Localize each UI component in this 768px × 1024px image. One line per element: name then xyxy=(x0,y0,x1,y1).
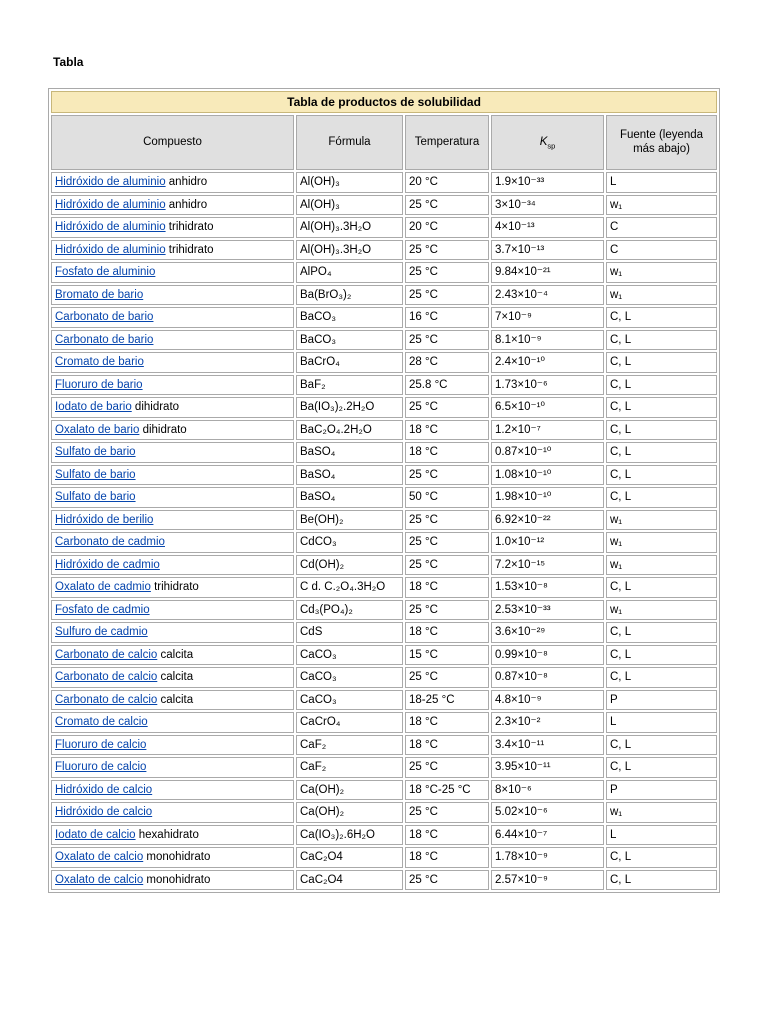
cell-compound xyxy=(51,375,294,396)
cell-temperature: 25 °C xyxy=(405,397,489,418)
cell-formula: BaSO₄ xyxy=(296,442,403,463)
table-row xyxy=(51,465,717,486)
cell-temperature: 18 °C xyxy=(405,442,489,463)
header-compound: Compuesto xyxy=(51,115,294,170)
cell-formula: Ba(IO₃)₂.2H₂O xyxy=(296,397,403,418)
table-body xyxy=(51,172,717,890)
cell-temperature: 20 °C xyxy=(405,172,489,193)
cell-source: C, L xyxy=(606,870,717,891)
cell-temperature: 20 °C xyxy=(405,217,489,238)
table-row xyxy=(51,397,717,418)
cell-compound xyxy=(51,757,294,778)
cell-compound xyxy=(51,622,294,643)
compound-link[interactable]: Hidróxido de aluminio xyxy=(55,221,166,234)
cell-compound xyxy=(51,600,294,621)
table-row xyxy=(51,375,717,396)
cell-ksp: 7×10⁻⁹ xyxy=(491,307,604,328)
cell-source: L xyxy=(606,172,717,193)
cell-source: C xyxy=(606,217,717,238)
compound-link[interactable]: Iodato de bario xyxy=(55,401,132,414)
compound-link[interactable]: Hidróxido de berilio xyxy=(55,513,154,526)
cell-formula: BaCO₃ xyxy=(296,307,403,328)
table-row xyxy=(51,622,717,643)
cell-compound xyxy=(51,330,294,351)
cell-formula: CaC₂O4 xyxy=(296,870,403,891)
header-ksp-symbol: K xyxy=(539,135,548,148)
compound-link[interactable]: Oxalato de calcio xyxy=(55,873,144,886)
cell-source: C, L xyxy=(606,645,717,666)
cell-source: C, L xyxy=(606,847,717,868)
table-row xyxy=(51,532,717,553)
cell-compound xyxy=(51,712,294,733)
cell-formula: CaF₂ xyxy=(296,757,403,778)
cell-ksp: 3.4×10⁻¹¹ xyxy=(491,735,604,756)
table-row xyxy=(51,577,717,598)
cell-source: C xyxy=(606,240,717,261)
compound-link[interactable]: Sulfato de bario xyxy=(55,446,136,459)
cell-formula: C d. C.₂O₄.3H₂O xyxy=(296,577,403,598)
compound-link[interactable]: Fosfato de cadmio xyxy=(55,603,150,616)
cell-compound xyxy=(51,825,294,846)
table-row xyxy=(51,825,717,846)
cell-source: w₁ xyxy=(606,510,717,531)
header-ksp-subscript: sp xyxy=(547,141,556,151)
cell-formula: CaF₂ xyxy=(296,735,403,756)
cell-temperature: 25 °C xyxy=(405,757,489,778)
cell-ksp: 2.4×10⁻¹⁰ xyxy=(491,352,604,373)
table-row xyxy=(51,757,717,778)
cell-formula: Cd₃(PO₄)₂ xyxy=(296,600,403,621)
compound-link[interactable]: Fluoruro de calcio xyxy=(55,761,147,774)
cell-formula: CaCrO₄ xyxy=(296,712,403,733)
cell-ksp: 3.7×10⁻¹³ xyxy=(491,240,604,261)
cell-source: C, L xyxy=(606,307,717,328)
table-row xyxy=(51,690,717,711)
cell-temperature: 18 °C xyxy=(405,825,489,846)
cell-temperature: 16 °C xyxy=(405,307,489,328)
cell-ksp: 1.78×10⁻⁹ xyxy=(491,847,604,868)
header-temperature: Temperatura xyxy=(405,115,489,170)
cell-formula: CaCO₃ xyxy=(296,667,403,688)
cell-ksp: 2.53×10⁻³³ xyxy=(491,600,604,621)
cell-ksp: 6.44×10⁻⁷ xyxy=(491,825,604,846)
compound-link[interactable]: Hidróxido de aluminio xyxy=(55,176,166,189)
cell-source: w₁ xyxy=(606,555,717,576)
compound-suffix: trihidrato xyxy=(165,243,214,256)
cell-ksp: 0.99×10⁻⁸ xyxy=(491,645,604,666)
cell-source: C, L xyxy=(606,667,717,688)
cell-ksp: 3×10⁻³⁴ xyxy=(491,195,604,216)
cell-compound xyxy=(51,465,294,486)
cell-compound xyxy=(51,420,294,441)
cell-temperature: 25 °C xyxy=(405,802,489,823)
cell-temperature: 25 °C xyxy=(405,600,489,621)
cell-temperature: 25.8 °C xyxy=(405,375,489,396)
cell-formula: Cd(OH)₂ xyxy=(296,555,403,576)
cell-ksp: 7.2×10⁻¹⁵ xyxy=(491,555,604,576)
solubility-table xyxy=(48,88,720,893)
compound-link[interactable]: Carbonato de calcio xyxy=(55,648,158,661)
header-ksp xyxy=(491,115,604,170)
cell-ksp: 1.2×10⁻⁷ xyxy=(491,420,604,441)
cell-ksp: 3.95×10⁻¹¹ xyxy=(491,757,604,778)
compound-suffix: trihidrato xyxy=(165,221,214,234)
cell-ksp: 1.53×10⁻⁸ xyxy=(491,577,604,598)
table-row xyxy=(51,217,717,238)
cell-temperature: 50 °C xyxy=(405,487,489,508)
cell-formula: CaCO₃ xyxy=(296,690,403,711)
cell-source: w₁ xyxy=(606,802,717,823)
cell-source: C, L xyxy=(606,487,717,508)
cell-source: C, L xyxy=(606,352,717,373)
cell-temperature: 25 °C xyxy=(405,262,489,283)
cell-formula: AlPO₄ xyxy=(296,262,403,283)
table-row xyxy=(51,240,717,261)
cell-source: C, L xyxy=(606,465,717,486)
cell-formula: CdS xyxy=(296,622,403,643)
table-row xyxy=(51,847,717,868)
compound-link[interactable]: Hidróxido de calcio xyxy=(55,783,153,796)
compound-link[interactable]: Cromato de bario xyxy=(55,356,144,369)
cell-formula: BaSO₄ xyxy=(296,465,403,486)
table-row xyxy=(51,195,717,216)
table-row xyxy=(51,667,717,688)
cell-formula: CaCO₃ xyxy=(296,645,403,666)
cell-formula: BaCO₃ xyxy=(296,330,403,351)
cell-temperature: 25 °C xyxy=(405,195,489,216)
cell-temperature: 25 °C xyxy=(405,510,489,531)
compound-link[interactable]: Sulfato de bario xyxy=(55,468,136,481)
cell-formula: Al(OH)₃.3H₂O xyxy=(296,240,403,261)
cell-source: P xyxy=(606,780,717,801)
cell-compound xyxy=(51,847,294,868)
cell-ksp: 9.84×10⁻²¹ xyxy=(491,262,604,283)
table-row xyxy=(51,172,717,193)
cell-compound xyxy=(51,870,294,891)
cell-ksp: 0.87×10⁻¹⁰ xyxy=(491,442,604,463)
compound-link[interactable]: Hidróxido de aluminio xyxy=(55,198,166,211)
compound-suffix: anhidro xyxy=(165,176,208,189)
table-row xyxy=(51,870,717,891)
cell-source: w₁ xyxy=(606,262,717,283)
cell-source: w₁ xyxy=(606,285,717,306)
cell-temperature: 25 °C xyxy=(405,285,489,306)
compound-suffix: monohidrato xyxy=(143,873,211,886)
cell-ksp: 8.1×10⁻⁹ xyxy=(491,330,604,351)
compound-link[interactable]: Fosfato de aluminio xyxy=(55,266,156,279)
table-row xyxy=(51,420,717,441)
compound-link[interactable]: Cromato de calcio xyxy=(55,716,148,729)
cell-source: C, L xyxy=(606,757,717,778)
header-source: Fuente (leyenda más abajo) xyxy=(606,115,717,170)
cell-compound xyxy=(51,217,294,238)
compound-suffix: dihidrato xyxy=(131,401,180,414)
compound-link[interactable]: Carbonato de calcio xyxy=(55,693,158,706)
cell-temperature: 18 °C xyxy=(405,712,489,733)
cell-ksp: 6.5×10⁻¹⁰ xyxy=(491,397,604,418)
compound-link[interactable]: Hidróxido de cadmio xyxy=(55,558,160,571)
cell-compound xyxy=(51,510,294,531)
compound-link[interactable]: Oxalato de cadmio xyxy=(55,581,151,594)
cell-formula: CaC₂O4 xyxy=(296,847,403,868)
compound-link[interactable]: Oxalato de bario xyxy=(55,423,140,436)
cell-temperature: 25 °C xyxy=(405,667,489,688)
table-row xyxy=(51,262,717,283)
cell-compound xyxy=(51,487,294,508)
header-formula: Fórmula xyxy=(296,115,403,170)
compound-suffix: calcita xyxy=(157,693,194,706)
table-row xyxy=(51,780,717,801)
cell-source: w₁ xyxy=(606,195,717,216)
cell-formula: Ba(BrO₃)₂ xyxy=(296,285,403,306)
cell-formula: Al(OH)₃.3H₂O xyxy=(296,217,403,238)
compound-suffix: dihidrato xyxy=(139,423,187,436)
cell-source: C, L xyxy=(606,622,717,643)
cell-source: w₁ xyxy=(606,600,717,621)
cell-formula: Al(OH)₃ xyxy=(296,172,403,193)
cell-source: C, L xyxy=(606,375,717,396)
cell-ksp: 1.9×10⁻³³ xyxy=(491,172,604,193)
compound-link[interactable]: Carbonato de cadmio xyxy=(55,536,165,549)
table-row xyxy=(51,600,717,621)
cell-ksp: 1.08×10⁻¹⁰ xyxy=(491,465,604,486)
cell-temperature: 25 °C xyxy=(405,465,489,486)
cell-temperature: 18 °C xyxy=(405,577,489,598)
table-title: Tabla de productos de solubilidad xyxy=(51,91,717,113)
table-row xyxy=(51,510,717,531)
cell-temperature: 25 °C xyxy=(405,555,489,576)
cell-compound xyxy=(51,532,294,553)
table-row xyxy=(51,352,717,373)
compound-link[interactable]: Fluoruro de calcio xyxy=(55,738,147,751)
page-heading: Tabla xyxy=(53,55,84,69)
cell-compound xyxy=(51,172,294,193)
cell-compound xyxy=(51,195,294,216)
compound-link[interactable]: Hidróxido de aluminio xyxy=(55,243,166,256)
cell-source: C, L xyxy=(606,420,717,441)
cell-temperature: 18 °C xyxy=(405,420,489,441)
cell-ksp: 2.43×10⁻⁴ xyxy=(491,285,604,306)
cell-temperature: 28 °C xyxy=(405,352,489,373)
cell-formula: BaC₂O₄.2H₂O xyxy=(296,420,403,441)
table-row xyxy=(51,712,717,733)
cell-compound xyxy=(51,667,294,688)
cell-formula: Ca(OH)₂ xyxy=(296,802,403,823)
cell-compound xyxy=(51,307,294,328)
compound-suffix: hexahidrato xyxy=(135,828,199,841)
cell-ksp: 6.92×10⁻²² xyxy=(491,510,604,531)
cell-source: L xyxy=(606,825,717,846)
compound-link[interactable]: Sulfuro de cadmio xyxy=(55,626,148,639)
cell-compound xyxy=(51,645,294,666)
compound-link[interactable]: Carbonato de bario xyxy=(55,311,154,324)
cell-compound xyxy=(51,555,294,576)
cell-ksp: 1.73×10⁻⁶ xyxy=(491,375,604,396)
compound-suffix: calcita xyxy=(157,671,194,684)
cell-source: C, L xyxy=(606,397,717,418)
cell-temperature: 18 °C xyxy=(405,735,489,756)
cell-temperature: 18-25 °C xyxy=(405,690,489,711)
cell-ksp: 2.3×10⁻² xyxy=(491,712,604,733)
cell-compound xyxy=(51,577,294,598)
table-row xyxy=(51,330,717,351)
cell-ksp: 1.0×10⁻¹² xyxy=(491,532,604,553)
table-row xyxy=(51,307,717,328)
cell-ksp: 3.6×10⁻²⁹ xyxy=(491,622,604,643)
table-row xyxy=(51,442,717,463)
cell-formula: Ca(OH)₂ xyxy=(296,780,403,801)
cell-compound xyxy=(51,285,294,306)
cell-formula: BaCrO₄ xyxy=(296,352,403,373)
compound-link[interactable]: Sulfato de bario xyxy=(55,491,136,504)
cell-compound xyxy=(51,397,294,418)
cell-source: C, L xyxy=(606,330,717,351)
compound-suffix: trihidrato xyxy=(150,581,199,594)
cell-ksp: 0.87×10⁻⁸ xyxy=(491,667,604,688)
cell-source: w₁ xyxy=(606,532,717,553)
cell-ksp: 5.02×10⁻⁶ xyxy=(491,802,604,823)
cell-formula: Al(OH)₃ xyxy=(296,195,403,216)
table-row xyxy=(51,735,717,756)
cell-temperature: 18 °C-25 °C xyxy=(405,780,489,801)
cell-formula: CdCO₃ xyxy=(296,532,403,553)
cell-temperature: 18 °C xyxy=(405,847,489,868)
compound-link[interactable]: Hidróxido de calcio xyxy=(55,806,153,819)
cell-compound xyxy=(51,262,294,283)
cell-source: C, L xyxy=(606,442,717,463)
cell-source: P xyxy=(606,690,717,711)
compound-link[interactable]: Carbonato de bario xyxy=(55,333,154,346)
compound-link[interactable]: Oxalato de calcio xyxy=(55,851,144,864)
cell-ksp: 4×10⁻¹³ xyxy=(491,217,604,238)
cell-compound xyxy=(51,735,294,756)
cell-ksp: 8×10⁻⁶ xyxy=(491,780,604,801)
compound-suffix: anhidro xyxy=(165,198,208,211)
cell-compound xyxy=(51,442,294,463)
cell-compound xyxy=(51,802,294,823)
cell-compound xyxy=(51,690,294,711)
cell-temperature: 25 °C xyxy=(405,240,489,261)
cell-source: C, L xyxy=(606,577,717,598)
cell-ksp: 1.98×10⁻¹⁰ xyxy=(491,487,604,508)
cell-ksp: 2.57×10⁻⁹ xyxy=(491,870,604,891)
cell-compound xyxy=(51,352,294,373)
table-row xyxy=(51,285,717,306)
cell-source: L xyxy=(606,712,717,733)
compound-link[interactable]: Carbonato de calcio xyxy=(55,671,158,684)
table-row xyxy=(51,802,717,823)
cell-temperature: 25 °C xyxy=(405,870,489,891)
compound-link[interactable]: Fluoruro de bario xyxy=(55,378,143,391)
cell-formula: BaF₂ xyxy=(296,375,403,396)
table-row xyxy=(51,555,717,576)
cell-source: C, L xyxy=(606,735,717,756)
cell-compound xyxy=(51,780,294,801)
table-row xyxy=(51,645,717,666)
compound-suffix: calcita xyxy=(157,648,194,661)
cell-ksp: 4.8×10⁻⁹ xyxy=(491,690,604,711)
compound-suffix: monohidrato xyxy=(143,851,211,864)
table-row xyxy=(51,487,717,508)
cell-formula: Ca(IO₃)₂.6H₂O xyxy=(296,825,403,846)
cell-formula: Be(OH)₂ xyxy=(296,510,403,531)
cell-compound xyxy=(51,240,294,261)
compound-link[interactable]: Iodato de calcio xyxy=(55,828,136,841)
cell-temperature: 25 °C xyxy=(405,532,489,553)
cell-formula: BaSO₄ xyxy=(296,487,403,508)
compound-link[interactable]: Bromato de bario xyxy=(55,288,144,301)
cell-temperature: 15 °C xyxy=(405,645,489,666)
cell-temperature: 25 °C xyxy=(405,330,489,351)
cell-temperature: 18 °C xyxy=(405,622,489,643)
